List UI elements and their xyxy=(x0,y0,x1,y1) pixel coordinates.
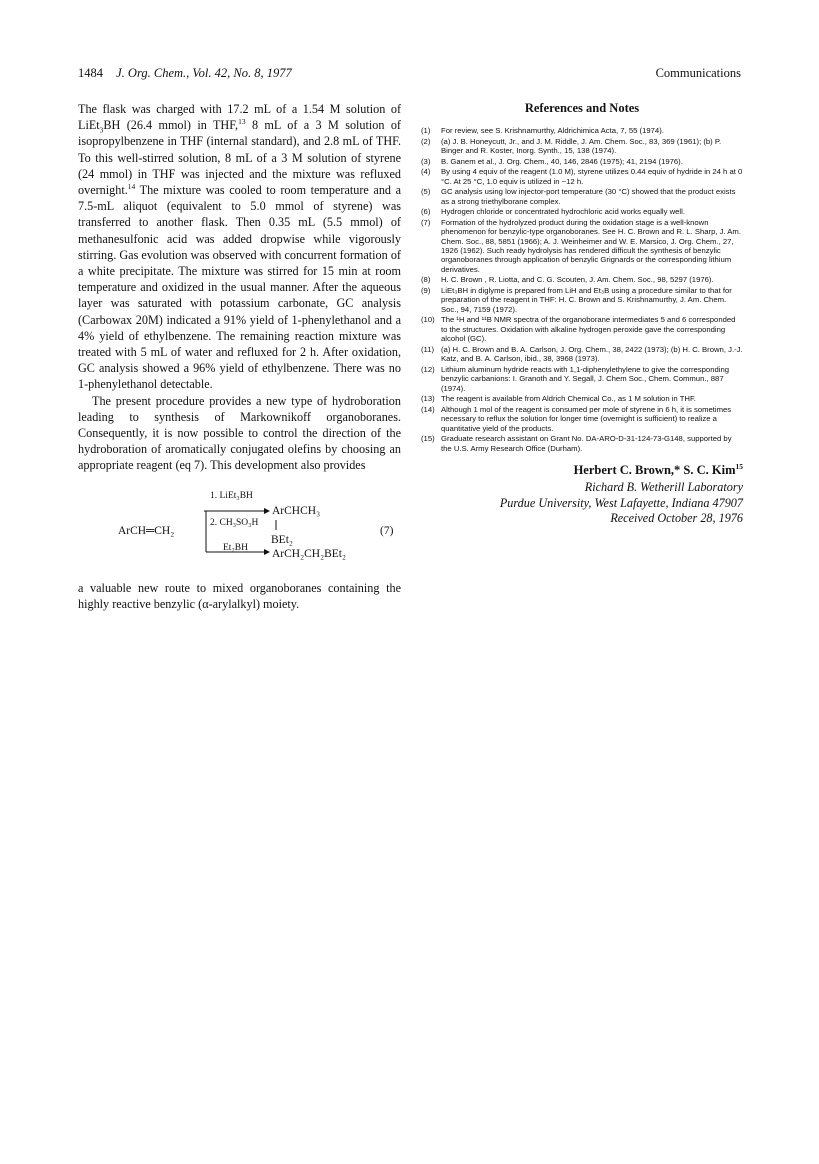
reference-number: (10) xyxy=(421,315,435,325)
reactant-styrene: ArCH═CH₂ xyxy=(118,524,175,537)
reference-number: (7) xyxy=(421,217,431,227)
author-names: Herbert C. Brown,* S. C. Kim$^{15}$ xyxy=(573,461,743,478)
page-number: 1484 xyxy=(78,66,103,80)
reference-text: The ¹H and ¹¹B NMR spectra of the organoborane intermediates 5 and 6 corresponded to the structures. Oxidation with alkaline hydrogen peroxide gave the corresponding alcohol (GC). xyxy=(441,315,736,344)
reference-item xyxy=(421,394,743,403)
reference-item xyxy=(421,405,743,433)
reference-item xyxy=(421,315,743,343)
paragraph-conclusion: a valuable new route to mixed organoboranes containing the highly reactive benzylic (α-arylalkyl) moiety. xyxy=(78,580,401,611)
reference-item xyxy=(421,207,743,216)
reference-number: (4) xyxy=(421,167,431,177)
references-heading: References and Notes xyxy=(524,101,640,115)
reference-number: (12) xyxy=(421,364,435,374)
reference-text: (a) J. B. Honeycutt, Jr., and J. M. Riddle, J. Am. Chem. Soc., 83, 369 (1961); (b) P. Binger and R. Koster, Inorg. Synth., 15, 138 (1974). xyxy=(441,136,722,155)
references-list xyxy=(421,126,743,453)
reference-text: GC analysis using low injector-port temperature (30 °C) showed that the product exists as a strong triethylborane complex. xyxy=(441,187,736,206)
footnote-ref: 14 xyxy=(127,181,136,191)
reference-text: B. Ganem et al., J. Org. Chem., 40, 146, 2846 (1975); 41, 2194 (1976). xyxy=(441,156,683,166)
reagent-diethylborane: Et₂BH xyxy=(223,542,248,553)
reference-number: (14) xyxy=(421,404,435,414)
reference-number: (13) xyxy=(421,394,435,404)
equation-number: (7) xyxy=(380,524,394,537)
received-date: Received October 28, 1976 xyxy=(610,511,743,526)
reference-number: (5) xyxy=(421,187,431,197)
reference-number: (9) xyxy=(421,286,431,295)
reference-text: For review, see S. Krishnamurthy, Aldrichimica Acta, 7, 55 (1974). xyxy=(441,126,664,135)
reference-number: (2) xyxy=(421,136,431,146)
reference-number: (11) xyxy=(421,344,435,354)
running-header-left xyxy=(78,66,292,81)
reference-item xyxy=(421,275,743,284)
footnote-ref: 13 xyxy=(238,117,246,127)
product-boron-substituent: BEt₂ xyxy=(271,533,293,546)
reference-item xyxy=(421,345,743,364)
reference-number: (15) xyxy=(421,434,435,444)
reference-text: LiEt₃BH in diglyme is prepared from LiH and Et₃B using a procedure similar to that for preparation of the reagent in THF: H. C. Brown and S. Krishnamurthy, J. Am. Chem. Soc., 94, 7159 (1972). xyxy=(441,286,732,314)
reference-item xyxy=(421,137,743,156)
reference-number: (6) xyxy=(421,207,431,217)
laboratory: Richard B. Wetherill Laboratory xyxy=(584,480,743,495)
left-column xyxy=(78,101,401,612)
reference-text: (a) H. C. Brown and B. A. Carlson, J. Org. Chem., 38, 2422 (1973); (b) H. C. Brown, J.-J. Katz, and B. A. Carlson, ibid., 38, 3968 (1973). xyxy=(441,344,743,364)
paragraph-discussion: The present procedure provides a new type of hydroboration leading to synthesis of Markownikoff organoboranes. Consequently, it is now possible to control the direction of the hydroboration of aromatically conjugated olefins by choosing an appropriate reagent (eq 7). This development also provides xyxy=(78,393,401,473)
reference-item xyxy=(421,434,743,453)
reference-text: By using 4 equiv of the reagent (1.0 M), styrene utilizes 0.44 equiv of hydride in 24 h at 0 °C. At 25 °C, 1.0 equiv is utilized in ~12 h. xyxy=(441,167,743,186)
paragraph-experimental: The flask was charged with 17.2 mL of a 1.54 M solution of LiEt$_3$BH (26.4 mmol) in THF,$^{13}$ 8 mL of a 3 M solution of isopropylbenzene in THF (internal standard), and 2.8 mL of THF. To this well-stirred solution, 8 mL of a 3 M solution of styrene (24 mmol) in THF was injected and the mixture was refluxed overnight.$^{14}$ The mixture was cooled to room temperature and a 7.5-mL aliquot (equivalent to 5.0 mmol of styrene) was transferred to another flask. Then 0.35 mL (5.5 mmol) of methanesulfonic acid was added dropwise while vigorously stirring. Gas evolution was observed with concurrent formation of a white precipitate. The mixture was stirred for 15 min at room temperature and oxidized in the usual manner. After the aqueous layer was saturated with potassium carbonate, GC analysis (Carbowax 20M) indicated a 91% yield of 1-phenylethanol and a 4% yield of ethylbenzene. The remaining reaction mixture was treated with 5 mL of water and refluxed for 2 h. After oxidation, GC analysis showed a 96% yield of ethylbenzene. There was no 1-phenylethanol detectable. xyxy=(78,102,402,392)
reference-item xyxy=(421,157,743,166)
reference-text: Lithium aluminum hydride reacts with 1,1-diphenylethylene to give the corresponding benzylic carbanions: I. Granoth and Y. Segall, J. Chem Soc., Chem. Commun., 887 (1974). xyxy=(441,364,730,393)
reaction-scheme xyxy=(78,486,401,570)
reference-item xyxy=(421,167,743,186)
reagent-step-1: 1. LiEt₃BH xyxy=(210,490,253,501)
reference-text: Graduate research assistant on Grant No. DA-ARO-D-31-124-73-G148, supported by the U.S. Army Research Office (Durham). xyxy=(441,434,732,453)
reference-text: Although 1 mol of the reagent is consumed per mole of styrene in 6 h, it is sometimes necessary to reflux the solution for longer time (overnight is sufficient) to realize a quantitative yield of the products. xyxy=(441,404,732,433)
reference-number: (8) xyxy=(421,275,431,285)
reference-text: H. C. Brown , R. Liotta, and C. G. Scouten, J. Am. Chem. Soc., 98, 5297 (1976). xyxy=(441,275,714,285)
reference-number: (3) xyxy=(421,156,431,166)
reference-text: Hydrogen chloride or concentrated hydrochloric acid works equally well. xyxy=(441,207,685,217)
reference-item xyxy=(421,187,743,206)
reference-item xyxy=(421,126,743,135)
reference-text: Formation of the hydrolyzed product during the oxidation stage is a well-known phenomenon for benzylic-type organoboranes. See H. C. Brown and R. L. Sharp, J. Am. Chem. Soc., 88, 5851 (1966); A. J. Weinheimer and W. E. Marsico, J. Org. Chem., 27, 1926 (1962). Such ready hydrolysis has rendered difficult the synthesis of benzylic organoboranes through application of benzylic Grignards or the corresponding lithium derivatives. xyxy=(441,217,741,274)
product-markownikoff: ArCHCH₃ xyxy=(272,504,321,517)
reference-item xyxy=(421,218,743,274)
reference-number: (1) xyxy=(421,126,431,135)
university-address: Purdue University, West Lafayette, Indiana 47907 xyxy=(499,495,743,510)
reference-text: The reagent is available from Aldrich Chemical Co., as 1 M solution in THF. xyxy=(441,394,696,404)
section-heading: Communications xyxy=(655,66,741,80)
author-signature xyxy=(421,463,743,527)
right-column xyxy=(421,101,743,527)
journal-citation: J. Org. Chem., Vol. 42, No. 8, 1977 xyxy=(116,66,292,80)
reference-item xyxy=(421,365,743,393)
reagent-step-2: 2. CH₃SO₃H xyxy=(210,517,259,528)
reference-item xyxy=(421,286,743,314)
product-anti-markownikoff: ArCH₂CH₂BEt₂ xyxy=(272,547,347,560)
